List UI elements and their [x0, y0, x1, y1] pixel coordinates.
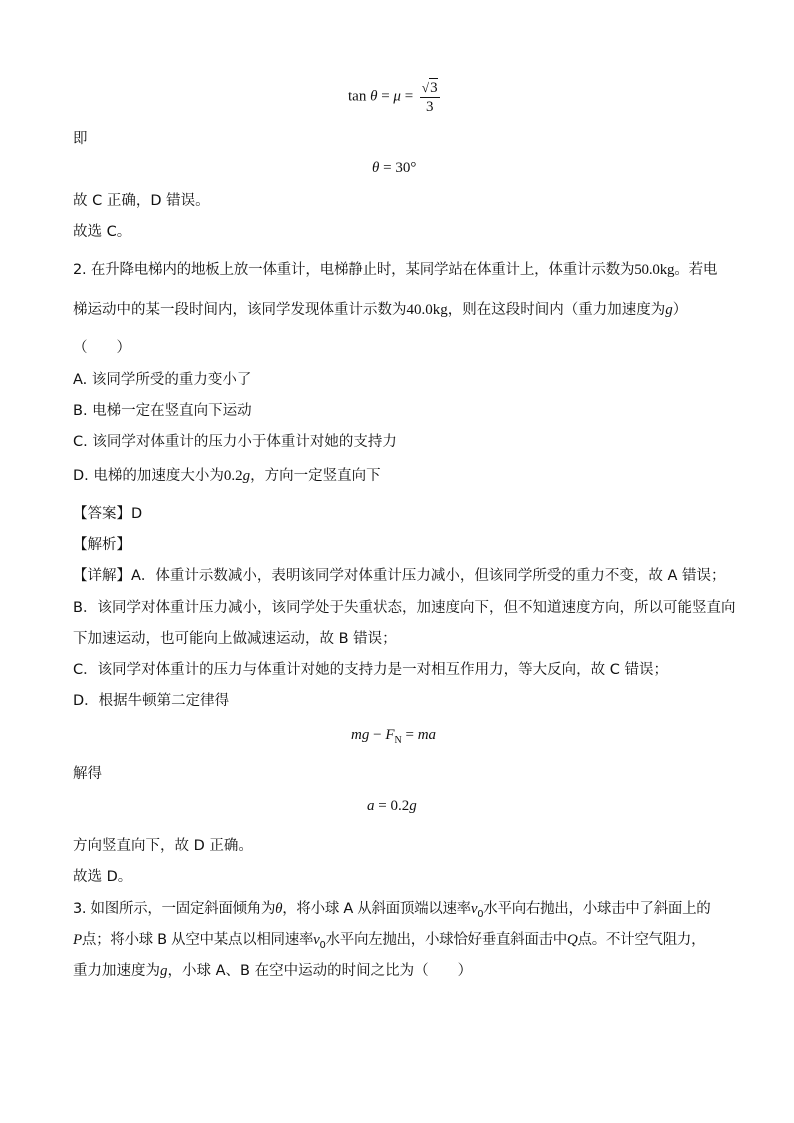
q2-line1 [73, 260, 717, 280]
equation-newton [351, 727, 436, 746]
sqrt-icon: √ [421, 80, 430, 95]
q3-line3-text-a: 重力加速度为 [73, 963, 160, 979]
a-value: = 0.2 [374, 798, 410, 814]
text-c-correct: 故 C 正确，D 错误。 [73, 193, 210, 209]
point-p: P [73, 932, 82, 948]
a-symbol: a [367, 798, 375, 814]
equation-theta-30 [372, 160, 416, 177]
detail-line-5: D．根据牛顿第二定律得 [73, 693, 230, 709]
q2-line1-text-a: 2. 在升降电梯内的地板上放一体重计，电梯静止时，某同学站在体重计上，体重计示数为 [73, 262, 635, 278]
q2-line1-text-b: 。若电 [674, 262, 718, 278]
q3-line3 [73, 961, 472, 981]
detail-line-1: 【详解】A．体重计示数减小，表明该同学对体重计压力减小，但该同学所受的重力不变，故 A 错误； [73, 568, 726, 584]
q2-line2-text-b: ，则在这段时间内（重力加速度为 [447, 302, 666, 318]
mu-symbol: μ [393, 88, 401, 105]
v0-symbol: v [313, 932, 320, 948]
q2-line2-text-c: ） [672, 302, 688, 318]
g-symbol: g [160, 963, 168, 979]
theta-value: = 30° [379, 160, 417, 176]
g-symbol: g [409, 798, 417, 814]
numerator [420, 78, 440, 98]
q2-option-d [73, 466, 381, 486]
q2-option-d-text-b: ，方向一定竖直向下 [250, 468, 381, 484]
detail-line-4: C．该同学对体重计的压力与体重计对她的支持力是一对相互作用力，等大反向，故 C 错误； [73, 662, 668, 678]
g-symbol: g [665, 302, 673, 318]
answer-value: D [131, 506, 143, 522]
q2-line2-text-a: 梯运动中的某一段时间内，该同学发现体重计示数为 [73, 302, 407, 318]
v0-subscript: 0 [477, 908, 484, 920]
ma-term: ma [417, 727, 437, 743]
q2-option-b: B. 电梯一定在竖直向下运动 [73, 403, 252, 419]
q2-option-a: A. 该同学所受的重力变小了 [73, 372, 252, 388]
q2-option-c: C. 该同学对体重计的压力小于体重计对她的支持力 [73, 434, 397, 450]
normal-subscript: N [394, 735, 402, 746]
q2-line2 [73, 300, 687, 320]
answer-label: 【答案】 [73, 506, 131, 522]
equals-sign: = [401, 727, 418, 743]
equals-sign: = [377, 88, 394, 105]
g-symbol: g [242, 468, 251, 484]
q3-line2-text-c: 点。不计空气阻力， [577, 932, 706, 948]
q3-line1-text-c: 水平向右抛出，小球击中了斜面上的 [483, 901, 711, 917]
minus-sign: − [369, 727, 386, 743]
detail-line-2: B．该同学对体重计压力减小，该同学处于失重状态，加速度向下，但不知道速度方向，所以可能竖直向 [73, 600, 736, 616]
text-jiede: 解得 [73, 766, 102, 782]
q2-value-50kg: 50.0kg [634, 262, 675, 278]
q3-line2-text-b: 水平向左抛出，小球恰好垂直斜面击中 [325, 932, 567, 948]
q3-line1 [73, 899, 711, 925]
q3-line1-text-b: ，将小球 A 从斜面顶端以速率 [282, 901, 471, 917]
q3-line1-text-a: 3. 如图所示，一固定斜面倾角为 [73, 901, 276, 917]
v0-subscript: 0 [319, 939, 326, 951]
fraction-sqrt3-over-3 [420, 78, 440, 116]
equation-tan-theta [348, 78, 440, 116]
q2-answer-blank: （ ） [73, 340, 131, 356]
radicand: 3 [430, 80, 438, 96]
equation-a [367, 798, 417, 815]
theta-symbol: θ [370, 88, 378, 105]
theta-symbol: θ [372, 160, 380, 176]
text-choose-d: 故选 D。 [73, 869, 133, 885]
answer-line [73, 504, 142, 524]
q3-line2-text-a: 点；将小球 B 从空中某点以相同速率 [81, 932, 314, 948]
text-ji: 即 [73, 131, 88, 147]
q2-option-d-value: 0.2 [223, 468, 243, 484]
q2-option-d-text-a: D. 电梯的加速度大小为 [73, 468, 224, 484]
equals-sign: = [400, 88, 417, 105]
analysis-label: 【解析】 [73, 537, 131, 553]
point-q: Q [566, 932, 578, 948]
v0-symbol: v [470, 901, 478, 917]
q3-line3-text-b: ，小球 A、B 在空中运动的时间之比为（ ） [167, 963, 473, 979]
mg-term: mg [351, 727, 370, 743]
text-d-correct: 方向竖直向下，故 D 正确。 [73, 838, 253, 854]
theta-symbol: θ [275, 901, 283, 917]
denominator: 3 [425, 99, 434, 115]
detail-line-3: 下加速运动，也可能向上做减速运动，故 B 错误； [73, 631, 397, 647]
text-choose-c: 故选 C。 [73, 224, 132, 240]
force-symbol: F [385, 727, 395, 743]
q2-value-40kg: 40.0kg [406, 302, 448, 318]
q3-line2 [73, 930, 705, 956]
tan-text: tan [348, 88, 367, 105]
